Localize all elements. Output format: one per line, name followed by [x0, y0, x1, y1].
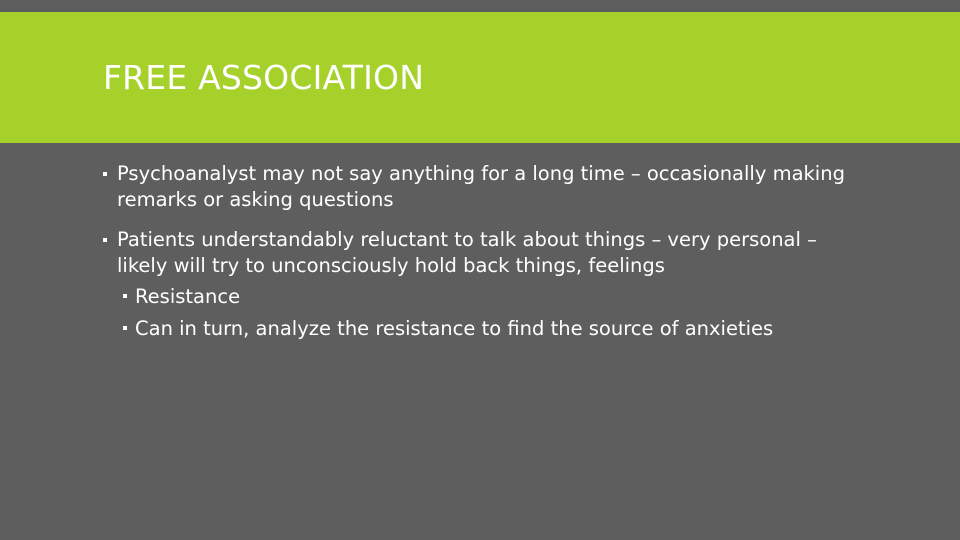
bullet-text: Psychoanalyst may not say anything for a long time – occasionally making remarks or asking questions: [117, 162, 845, 211]
sub-bullet-item: [117, 313, 863, 345]
slide-title: FREE ASSOCIATION: [103, 58, 425, 97]
slide-body: [103, 161, 863, 359]
sub-bullet-text: Can in turn, analyze the resistance to find the source of anxieties: [135, 317, 774, 340]
bullet-text: Patients understandably reluctant to talk about things – very personal – likely will try to unconsciously hold back things, feelings: [117, 228, 817, 277]
bullet-item: [103, 227, 863, 345]
square-bullet-icon: [103, 172, 107, 176]
bullet-list: [103, 161, 863, 345]
bullet-item: [103, 161, 863, 213]
sub-bullet-item: [117, 281, 863, 313]
square-bullet-icon: [123, 326, 127, 330]
square-bullet-icon: [123, 294, 127, 298]
sub-bullet-text: Resistance: [135, 285, 241, 308]
sub-bullet-list: [117, 281, 863, 345]
square-bullet-icon: [103, 238, 107, 242]
